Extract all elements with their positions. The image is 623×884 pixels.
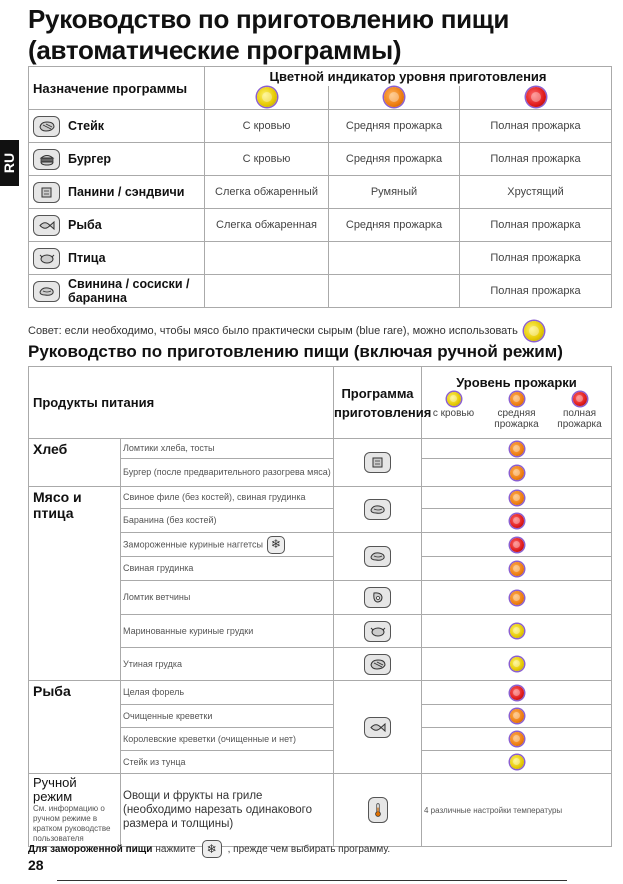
table-row: Свиная грудинка	[29, 557, 612, 581]
orange-indicator-icon	[510, 709, 524, 723]
yellow-indicator-icon	[510, 755, 524, 769]
yellow-indicator-icon	[524, 321, 544, 341]
table-row: Ломтик ветчины	[29, 581, 612, 615]
ham-icon	[364, 587, 391, 608]
page-title: Руководство по приготовлению пищи (автоматические программы)	[28, 4, 510, 65]
orange-indicator-icon	[510, 591, 524, 605]
red-indicator-icon	[573, 392, 587, 406]
col-header-level: Уровень прожарки с кровью средняя прожарка полная прожарка	[422, 367, 612, 439]
burger-icon	[33, 149, 60, 170]
table-row: Бургер (после предварительного разогрева мяса)	[29, 459, 612, 487]
red-indicator-icon	[526, 87, 546, 107]
orange-indicator-icon	[384, 87, 404, 107]
table-row: Стейк из тунца	[29, 751, 612, 774]
col-header-program: Программа приготовления	[334, 367, 422, 439]
thermometer-icon	[368, 797, 388, 823]
table-row: Рыба Слегка обжаренная Средняя прожарка Полная прожарка	[29, 209, 612, 242]
table-row: Хлеб Ломтики хлеба, тосты	[29, 439, 612, 459]
orange-indicator-icon	[510, 732, 524, 746]
orange-indicator-icon	[510, 466, 524, 480]
category-bread: Хлеб	[29, 439, 121, 487]
orange-indicator-icon	[510, 491, 524, 505]
manual-cooking-table	[28, 366, 612, 847]
table-row: Стейк С кровью Средняя прожарка Полная прожарка	[29, 110, 612, 143]
table-row: Панини / сэндвичи Слегка обжаренный Румяный Хрустящий	[29, 176, 612, 209]
language-tab: RU	[0, 140, 19, 186]
yellow-indicator-icon	[510, 624, 524, 638]
table-row: Свинина / сосиски / баранина Полная прожарка	[29, 275, 612, 308]
category-meat: Мясо и птица	[29, 487, 121, 681]
steak-icon	[364, 654, 391, 675]
red-indicator-icon	[510, 514, 524, 528]
orange-indicator-icon	[510, 442, 524, 456]
footer-note: Для замороженной пищи нажмите ❄ , прежде чем выбирать программу.	[28, 842, 391, 856]
auto-programs-table	[28, 66, 612, 308]
yellow-indicator-icon	[447, 392, 461, 406]
table-row: Рыба Целая форель	[29, 681, 612, 705]
manual-mode-title: Ручной режим	[33, 775, 77, 804]
poultry-icon	[364, 621, 391, 642]
table-row: Ручной режим См. информацию о ручном режиме в кратком руководстве пользователя Овощи и фрукты на гриле (необходимо нарезать одинакового размера и толщины) 4 различные настройки температуры	[29, 774, 612, 847]
table-row: Птица Полная прожарка	[29, 242, 612, 275]
section-title: Руководство по приготовлению пищи (включая ручной режим)	[28, 342, 563, 361]
table-row: Баранина (без костей)	[29, 509, 612, 533]
red-indicator-icon	[510, 538, 524, 552]
panini-icon	[33, 182, 60, 203]
col-header-food: Продукты питания	[29, 367, 334, 439]
col-header-indicator: Цветной индикатор уровня приготовления	[205, 67, 612, 86]
panini-icon	[364, 452, 391, 473]
table-row: Бургер С кровью Средняя прожарка Полная прожарка	[29, 143, 612, 176]
fish-icon	[33, 215, 60, 236]
pork-icon	[33, 281, 60, 302]
table-row: Очищенные креветки	[29, 705, 612, 728]
frozen-snowflake-icon: ❄	[202, 840, 222, 858]
bottom-divider	[57, 880, 567, 881]
red-indicator-icon	[510, 686, 524, 700]
orange-indicator-icon	[510, 562, 524, 576]
table-row: Маринованные куриные грудки	[29, 615, 612, 648]
pork-icon	[364, 499, 391, 520]
steak-icon	[33, 116, 60, 137]
col-header-purpose: Назначение программы	[29, 67, 205, 110]
fish-icon	[364, 717, 391, 738]
category-fish: Рыба	[29, 681, 121, 774]
page-number: 28	[28, 857, 44, 873]
yellow-indicator-icon	[510, 657, 524, 671]
tip-text: Совет: если необходимо, чтобы мясо было практически сырым (blue rare), можно использовать	[28, 321, 544, 341]
table-row: Утиная грудка	[29, 648, 612, 681]
pork-icon	[364, 546, 391, 567]
table-row: Замороженные куриные наггетсы ❄	[29, 533, 612, 557]
poultry-icon	[33, 248, 60, 269]
orange-indicator-icon	[510, 392, 524, 406]
yellow-indicator-icon	[257, 87, 277, 107]
frozen-snowflake-icon: ❄	[267, 536, 285, 554]
table-row: Мясо и птица Свиное филе (без костей), свиная грудинка	[29, 487, 612, 509]
table-row: Королевские креветки (очищенные и нет)	[29, 728, 612, 751]
